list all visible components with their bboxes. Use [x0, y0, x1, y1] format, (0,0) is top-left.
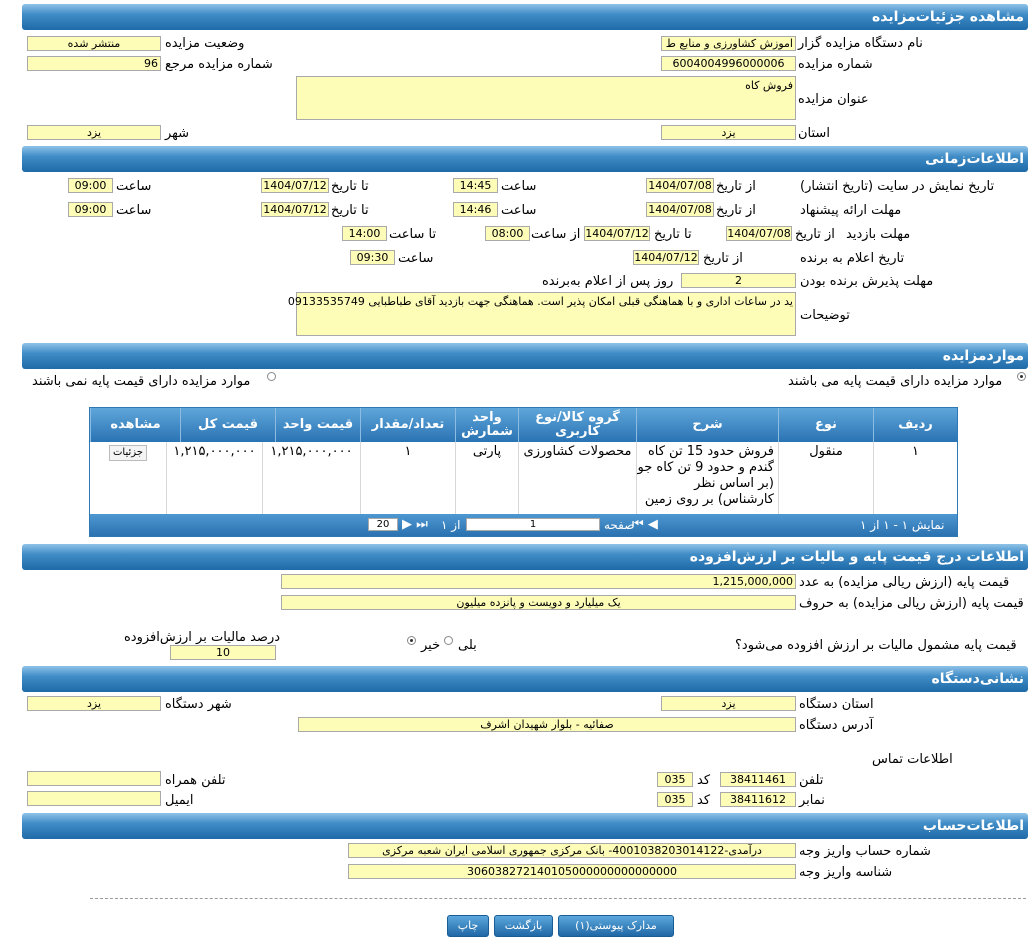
- accept-deadline-label: مهلت پذیرش برنده بودن: [800, 274, 934, 289]
- offer-from-time-label: ساعت: [501, 203, 537, 218]
- visit-to-date-field: 1404/07/12: [585, 227, 649, 240]
- section-header-time: اطلاعات‌زمانی: [22, 146, 1028, 172]
- pager-first-icon[interactable]: ⏮ ◀: [632, 517, 658, 532]
- auction-no-label: شماره مزایده: [798, 57, 873, 72]
- cell-type: منقول: [778, 442, 873, 514]
- visit-from-date-field: 1404/07/08: [727, 227, 791, 240]
- pager-page-input[interactable]: 1: [466, 518, 600, 531]
- cell-desc: فروش حدود 15 تن کاه گندم و حدود 9 تن کاه جو (بر اساس نظر کارشناس) بر روی زمین: [636, 442, 778, 514]
- section-header-account: اطلاعات‌حساب: [22, 813, 1028, 839]
- visit-from-time-field: 08:00: [485, 226, 530, 241]
- pager-last-icon[interactable]: ▶ ⏭: [402, 517, 428, 532]
- visit-to-time-label: تا ساعت: [389, 227, 437, 242]
- winner-from-date-label: از تاریخ: [703, 251, 743, 266]
- auction-no-field: 6004004996000006: [661, 56, 796, 71]
- back-button[interactable]: بازگشت: [494, 915, 553, 937]
- vat-no-label: خیر: [421, 638, 441, 653]
- description-field: ید در ساعات اداری و با هماهنگی قبلی امکان پذیر است. هماهنگی جهت بازدید آقای طباطبایی 09133535749: [296, 292, 796, 336]
- col-header-group: گروه کالا/نوع کاربری: [518, 408, 636, 442]
- col-header-unit-price: قیمت واحد: [275, 408, 360, 442]
- vat-yes-radio[interactable]: [444, 636, 453, 645]
- phone-label: تلفن: [799, 773, 824, 788]
- base-price-words-label: قیمت پایه (ارزش ریالی مزایده) به حروف: [799, 596, 1024, 611]
- title-field: فروش کاه: [296, 76, 796, 120]
- offer-from-date-label: از تاریخ: [716, 203, 756, 218]
- section-header-price: اطلاعات درج قیمت پایه و مالیات بر ارزش‌افزوده: [22, 544, 1028, 570]
- visit-to-date-label: تا تاریخ: [654, 227, 692, 242]
- org-name-label: نام دستگاه مزایده گزار: [798, 36, 923, 51]
- province-label: استان: [798, 126, 830, 141]
- pager-of-label: از ۱: [441, 518, 461, 532]
- org-province-field: یزد: [661, 696, 796, 711]
- base-price-number-label: قیمت پایه (ارزش ریالی مزایده) به عدد: [799, 575, 1010, 590]
- mobile-field: [27, 771, 161, 786]
- vat-percent-field: 10: [170, 645, 276, 660]
- email-label: ایمیل: [165, 793, 194, 808]
- radio-with-base-price[interactable]: [1017, 372, 1026, 381]
- status-label: وضعیت مزایده: [165, 36, 245, 51]
- accept-days-suffix: روز پس از اعلام به‌برنده: [542, 274, 674, 289]
- section-header-items: مواردمزایده: [22, 343, 1028, 369]
- display-from-date-field: 1404/07/08: [646, 178, 714, 193]
- cell-total-price: ۱,۲۱۵,۰۰۰,۰۰۰: [166, 442, 262, 514]
- display-from-date-label: از تاریخ: [716, 179, 756, 194]
- description-label: توضیحات: [800, 308, 850, 323]
- visit-from-date-label: از تاریخ: [795, 227, 835, 242]
- display-to-time-field: 09:00: [68, 178, 113, 193]
- fax-code-label: کد: [697, 793, 711, 808]
- print-button[interactable]: چاپ: [447, 915, 489, 937]
- ref-no-field: 96: [27, 56, 161, 71]
- radio-with-base-price-label: موارد مزایده دارای قیمت پایه می باشند: [788, 374, 1003, 389]
- phone-code-field: 035: [657, 772, 693, 787]
- grid-pager: [90, 514, 957, 536]
- display-to-date-field: 1404/07/12: [261, 178, 329, 193]
- account-number-label: شماره حساب واریز وجه: [799, 844, 931, 859]
- winner-time-label: ساعت: [398, 251, 434, 266]
- section-header-details: مشاهده جزئیات‌مزایده: [22, 4, 1028, 30]
- display-to-date-label: تا تاریخ: [331, 179, 369, 194]
- cell-unit: پارتی: [455, 442, 518, 514]
- offer-deadline-label: مهلت ارائه پیشنهاد: [800, 203, 902, 218]
- cell-index: ۱: [873, 442, 957, 514]
- vat-yes-label: بلی: [458, 638, 477, 653]
- payment-id-field: 306038272140105000000000000000: [348, 864, 796, 879]
- phone-code-label: کد: [697, 773, 711, 788]
- org-city-field: یزد: [27, 696, 161, 711]
- winner-time-field: 09:30: [350, 250, 395, 265]
- cell-group: محصولات کشاورزی: [518, 442, 636, 514]
- radio-without-base-price-label: موارد مزایده دارای قیمت پایه نمی باشند: [32, 374, 251, 389]
- display-from-time-field: 14:45: [453, 178, 498, 193]
- cell-qty: ۱: [360, 442, 455, 514]
- ref-no-label: شماره مزایده مرجع: [165, 57, 273, 72]
- radio-without-base-price[interactable]: [267, 372, 276, 381]
- city-label: شهر: [165, 126, 190, 141]
- items-grid: [89, 407, 958, 537]
- pager-summary: نمایش ۱ - ۱ از ۱: [860, 518, 945, 532]
- vat-question-label: قیمت پایه مشمول مالیات بر ارزش افزوده می‌شود؟: [735, 638, 1017, 653]
- contact-info-label: اطلاعات تماس: [872, 752, 953, 767]
- visit-to-time-field: 14:00: [342, 226, 387, 241]
- col-header-unit: واحد شمارش: [455, 408, 518, 442]
- details-button[interactable]: جزئیات: [109, 445, 147, 461]
- grid-header: [90, 408, 957, 442]
- mobile-label: تلفن همراه: [165, 773, 226, 788]
- divider: [90, 898, 1026, 899]
- winner-from-date-field: 1404/07/12: [634, 251, 698, 264]
- status-field: منتشر شده: [27, 36, 161, 51]
- col-header-total-price: قیمت کل: [180, 408, 275, 442]
- fax-field: 38411612: [720, 792, 796, 807]
- cell-unit-price: ۱,۲۱۵,۰۰۰,۰۰۰: [262, 442, 360, 514]
- account-number-field: درآمدی-4001038203014122- بانک مرکزی جمهوری اسلامی ایران شعبه مرکزی: [348, 843, 796, 858]
- offer-to-time-field: 09:00: [68, 202, 113, 217]
- accept-days-field: 2: [681, 273, 796, 288]
- col-header-qty: تعداد/مقدار: [360, 408, 455, 442]
- fax-label: نمابر: [799, 793, 825, 808]
- vat-no-radio[interactable]: [407, 636, 416, 645]
- display-date-label: تاریخ نمایش در سایت (تاریخ انتشار): [800, 179, 995, 194]
- section-header-org: نشانی‌دستگاه: [22, 666, 1028, 692]
- org-address-label: آدرس دستگاه: [799, 718, 874, 733]
- col-header-view: مشاهده: [90, 408, 180, 442]
- offer-from-time-field: 14:46: [453, 202, 498, 217]
- org-name-field: اموزش کشاورزی و منابع ط: [661, 36, 796, 51]
- payment-id-label: شناسه واریز وجه: [799, 865, 893, 880]
- offer-from-date-field: 1404/07/08: [646, 202, 714, 217]
- fax-code-field: 035: [657, 792, 693, 807]
- vat-percent-label: درصد مالیات بر ارزش‌افزوده: [124, 630, 281, 645]
- phone-field: 38411461: [720, 772, 796, 787]
- visit-from-time-label: از ساعت: [531, 227, 581, 242]
- offer-to-date-label: تا تاریخ: [331, 203, 369, 218]
- city-field: یزد: [27, 125, 161, 140]
- pager-size-select[interactable]: 20: [368, 518, 398, 531]
- display-from-time-label: ساعت: [501, 179, 537, 194]
- province-field: یزد: [661, 125, 796, 140]
- base-price-number-field: 1,215,000,000: [281, 574, 796, 589]
- attachments-button[interactable]: مدارک پیوستی(۱): [558, 915, 674, 937]
- col-header-desc: شرح: [636, 408, 778, 442]
- title-label: عنوان مزایده: [798, 92, 869, 107]
- col-header-type: نوع: [778, 408, 873, 442]
- email-field: [27, 791, 161, 806]
- visit-deadline-label: مهلت بازدید: [846, 227, 911, 242]
- offer-to-date-field: 1404/07/12: [261, 202, 329, 217]
- winner-date-label: تاریخ اعلام به برنده: [800, 251, 905, 266]
- base-price-words-field: یک میلیارد و دویست و پانزده میلیون: [281, 595, 796, 610]
- pager-page-label: صفحه: [604, 518, 635, 532]
- org-address-field: صفائیه - بلوار شهیدان اشرف: [298, 717, 796, 732]
- cell-view: [90, 442, 166, 514]
- org-province-label: استان دستگاه: [799, 697, 874, 712]
- col-header-index: ردیف: [873, 408, 957, 442]
- offer-to-time-label: ساعت: [116, 203, 152, 218]
- org-city-label: شهر دستگاه: [165, 697, 232, 712]
- display-to-time-label: ساعت: [116, 179, 152, 194]
